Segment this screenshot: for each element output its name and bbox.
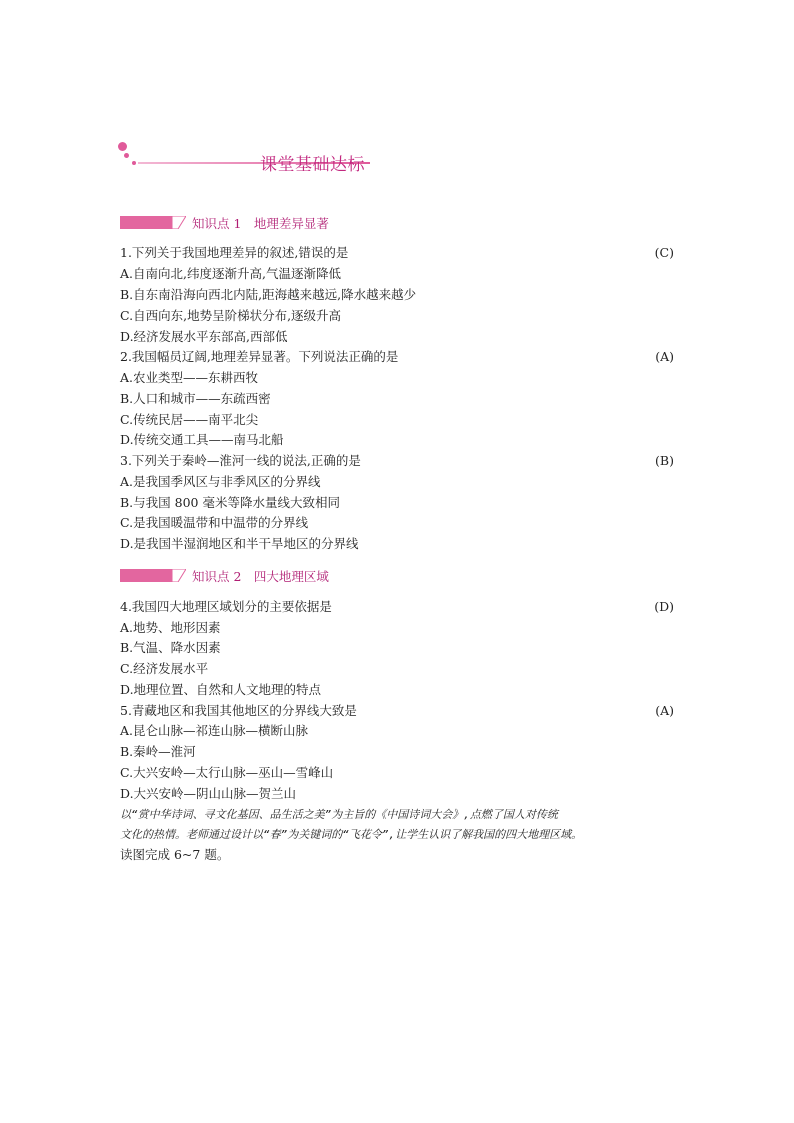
question-5-option-a: A.昆仑山脉—祁连山脉—横断山脉 (120, 723, 309, 738)
question-3-option-b: B.与我国 800 毫米等降水量线大致相同 (120, 495, 340, 510)
question-5-option-d: D.大兴安岭—阴山山脉—贺兰山 (120, 786, 297, 801)
question-4-option-a: A.地势、地形因素 (120, 620, 221, 635)
question-2-option-d: D.传统交通工具——南马北船 (120, 432, 284, 447)
question-2-answer: (A) (655, 349, 674, 364)
decor-dot-small (124, 153, 129, 158)
question-4-stem: 4.我国四大地理区域划分的主要依据是 (120, 599, 332, 614)
decor-dot-large (118, 142, 127, 151)
reading-intro (120, 805, 680, 865)
question-4-option-d: D.地理位置、自然和人文地理的特点 (120, 682, 322, 697)
question-5-answer: (A) (655, 703, 674, 718)
kp-bar-icon (120, 569, 176, 582)
question-2-option-b: B.人口和城市——东疏西密 (120, 391, 271, 406)
intro-line-1: 以“赏中华诗词、寻文化基因、品生活之美”为主旨的《中国诗词大会》,点燃了国人对传统 (120, 808, 558, 821)
question-4-option-c: C.经济发展水平 (120, 661, 209, 676)
question-4-answer: (D) (654, 599, 674, 614)
question-3-stem: 3.下列关于秦岭—淮河一线的说法,正确的是 (120, 453, 361, 468)
question-1-answer: (C) (654, 245, 674, 260)
knowledge-point-1 (120, 214, 380, 232)
kp-slant-icon (172, 569, 186, 582)
question-5-stem: 5.青藏地区和我国其他地区的分界线大致是 (120, 703, 357, 718)
question-1-option-b: B.自东南沿海向西北内陆,距海越来越远,降水越来越少 (120, 287, 417, 302)
question-3-option-a: A.是我国季风区与非季风区的分界线 (120, 474, 321, 489)
question-3-option-c: C.是我国暖温带和中温带的分界线 (120, 515, 309, 530)
question-4-option-b: B.气温、降水因素 (120, 640, 221, 655)
section-header (118, 142, 398, 178)
question-5-option-c: C.大兴安岭—太行山脉—巫山—雪峰山 (120, 765, 334, 780)
intro-line-2: 文化的热情。老师通过设计以“春”为关键词的“飞花令”,让学生认识了解我国的四大地理区域。 (120, 828, 583, 841)
question-1-option-d: D.经济发展水平东部高,西部低 (120, 329, 288, 344)
kp-slant-icon (172, 216, 186, 229)
question-1-option-c: C.自西向东,地势呈阶梯状分布,逐级升高 (120, 308, 342, 323)
kp-bar-icon (120, 216, 176, 229)
intro-line-3: 读图完成 6~7 题。 (120, 847, 230, 862)
question-5-option-b: B.秦岭—淮河 (120, 744, 196, 759)
question-1-stem: 1.下列关于我国地理差异的叙述,错误的是 (120, 245, 349, 260)
question-2-option-a: A.农业类型——东耕西牧 (120, 370, 259, 385)
question-1-option-a: A.自南向北,纬度逐渐升高,气温逐渐降低 (120, 266, 341, 281)
page-title: 课堂基础达标 (260, 155, 365, 175)
kp-label: 知识点 1 地理差异显著 (192, 216, 329, 231)
kp-label: 知识点 2 四大地理区域 (192, 569, 329, 584)
decor-dot-tiny (132, 161, 136, 165)
question-2-option-c: C.传统民居——南平北尖 (120, 412, 259, 427)
knowledge-point-2 (120, 567, 380, 585)
question-2-stem: 2.我国幅员辽阔,地理差异显著。下列说法正确的是 (120, 349, 399, 364)
question-3-option-d: D.是我国半湿润地区和半干旱地区的分界线 (120, 536, 359, 551)
question-3-answer: (B) (655, 453, 674, 468)
